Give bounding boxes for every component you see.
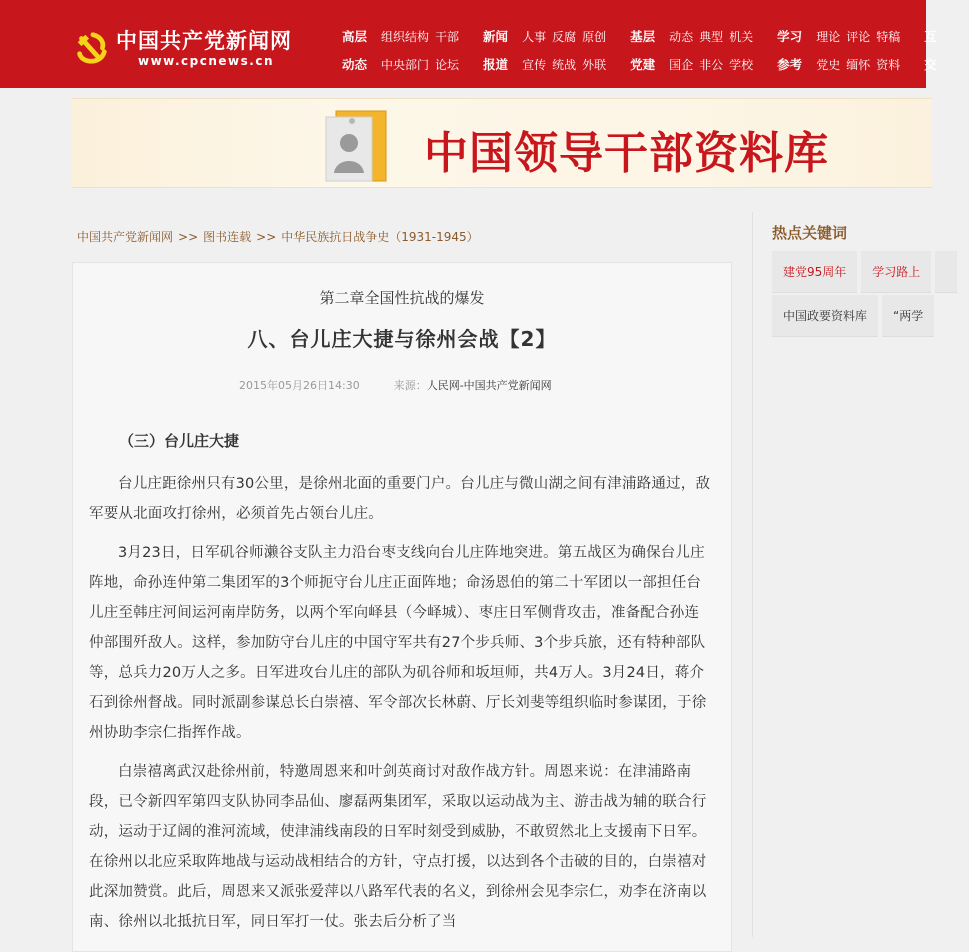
document-folder-icon [322,107,392,185]
nav-head-link[interactable]: 新闻 [483,29,509,44]
site-logo[interactable] [72,28,292,68]
section-heading: （三）台儿庄大捷 [119,432,240,450]
paragraph: 3月23日，日军矶谷师濑谷支队主力沿台枣支线向台儿庄阵地突进。第五战区为确保台儿庄阵地，命孙连仲第二集团军的3个师扼守台儿庄正面阵地；命汤恩伯的第二十军团以一部担任台儿庄至韩庄河间运河南岸防务，以两个军向峄县（今峄城）、枣庄日军侧背攻击，准备配合孙连仲部围歼敌人。这样，参加防守台儿庄的中国守军共有27个步兵师、3个步兵旅，还有特种部队等，总兵力20万人之多。日军进攻台儿庄的部队为矶谷师和坂垣师，共4万人。3月24日，蒋介石到徐州督战。同时派副参谋总长白崇禧、军令部次长林蔚、厅长刘斐等组织临时参谋团，于徐州协助李宗仁指挥作战。 [89,545,707,741]
breadcrumb [77,228,479,245]
ad-banner[interactable] [72,98,932,188]
nav-group [342,27,465,45]
nav-group [924,55,951,73]
nav-link[interactable]: 中央部门 [381,57,430,72]
nav-group [630,55,759,73]
nav-head-link[interactable]: 党建 [630,57,656,72]
keyword-row-2 [772,295,938,337]
nav-group [924,27,951,45]
nav-link[interactable]: 干部 [435,29,460,44]
nav-link[interactable]: 特稿 [876,29,901,44]
article-title: 八、台儿庄大捷与徐州会战【2】 [247,327,557,351]
nav-link[interactable]: 宣传 [522,57,547,72]
logo-title: 中国共产党新闻网 [116,29,292,53]
site-header [0,0,937,88]
nav-link[interactable]: 典型 [699,29,724,44]
nav-link[interactable]: 动态 [669,29,694,44]
nav-link[interactable]: 学校 [729,57,754,72]
chapter-title: 第二章全国性抗战的爆发 [319,289,485,307]
logo-url: www.cpcnews.cn [138,54,274,68]
nav-link[interactable]: 统战 [552,57,577,72]
keyword-tag[interactable]: “两学 [882,295,934,337]
nav-head-link[interactable]: 学习 [777,29,803,44]
nav-head-link[interactable]: 交 [924,57,937,72]
nav-group [342,55,465,73]
article-body [89,423,713,946]
breadcrumb-separator: >> [178,230,199,244]
nav-link[interactable]: 原创 [582,29,607,44]
breadcrumb-home-link[interactable]: 中国共产党新闻网 [77,230,174,244]
article-meta [239,377,552,393]
nav-link[interactable]: 理论 [816,29,841,44]
article-card [72,262,732,952]
publish-date: 2015年05月26日14:30 [239,379,360,392]
main-nav [342,22,969,78]
nav-link[interactable]: 机关 [729,29,754,44]
source-link[interactable]: 人民网-中国共产党新闻网 [426,379,552,392]
nav-head-link[interactable]: 高层 [342,29,368,44]
breadcrumb-serial-link[interactable]: 图书连载 [203,230,252,244]
nav-link[interactable]: 外联 [582,57,607,72]
nav-head-link[interactable]: 参考 [777,57,803,72]
nav-link[interactable]: 组织结构 [381,29,430,44]
nav-row-2 [342,50,969,78]
keyword-tag[interactable] [935,251,957,293]
nav-link[interactable]: 缅怀 [846,57,871,72]
paragraph: 台儿庄距徐州只有30公里，是徐州北面的重要门户。台儿庄与微山湖之间有津浦路通过，敌军要从北面攻打徐州，必须首先占领台儿庄。 [89,476,711,522]
nav-group [483,55,612,73]
nav-link[interactable]: 反腐 [552,29,577,44]
nav-head-link[interactable]: 互 [924,29,937,44]
hot-keywords-title: 热点关键词 [772,224,848,242]
keyword-tag[interactable]: 中国政要资料库 [772,295,878,337]
keyword-tag[interactable]: 建党95周年 [772,251,857,293]
nav-link[interactable]: 非公 [699,57,724,72]
nav-group [777,55,906,73]
nav-head-link[interactable]: 基层 [630,29,656,44]
paragraph: 白崇禧离武汉赴徐州前，特邀周恩来和叶剑英商讨对敌作战方针。周恩来说：在津浦路南段，已令新四军第四支队协同李品仙、廖磊两集团军，采取以运动战为主、游击战为辅的联合行动，运动于辽阔的淮河流域，使津浦线南段的日军时刻受到威胁，不敢贸然北上支援南下日军。在徐州以北应采取阵地战与运动战相结合的方针，守点打援，以达到各个击破的目的，白崇禧对此深加赞赏。此后，周恩来又派张爱萍以八路军代表的名义，到徐州会见李宗仁，劝李在济南以南、徐州以北抵抗日军，同日军打一仗。张去后分析了当 [89,764,707,930]
breadcrumb-separator: >> [256,230,277,244]
banner-title: 中国领导干部资料库 [424,128,829,179]
column-divider [752,212,753,937]
nav-row-1 [342,22,969,50]
keyword-tag[interactable]: 学习路上 [861,251,931,293]
nav-group [630,27,759,45]
nav-link[interactable]: 国企 [669,57,694,72]
nav-link[interactable]: 资料 [876,57,901,72]
nav-head-link[interactable]: 动态 [342,57,368,72]
nav-group [483,27,612,45]
nav-link[interactable]: 人事 [522,29,547,44]
nav-group [777,27,906,45]
nav-link[interactable]: 论坛 [435,57,460,72]
source-label: 来源： [393,379,427,392]
keyword-row-1 [772,251,961,293]
breadcrumb-book-link[interactable]: 中华民族抗日战争史（1931-1945） [281,230,479,244]
nav-link[interactable]: 党史 [816,57,841,72]
party-emblem-icon [72,29,110,67]
nav-link[interactable]: 评论 [846,29,871,44]
nav-head-link[interactable]: 报道 [483,57,509,72]
